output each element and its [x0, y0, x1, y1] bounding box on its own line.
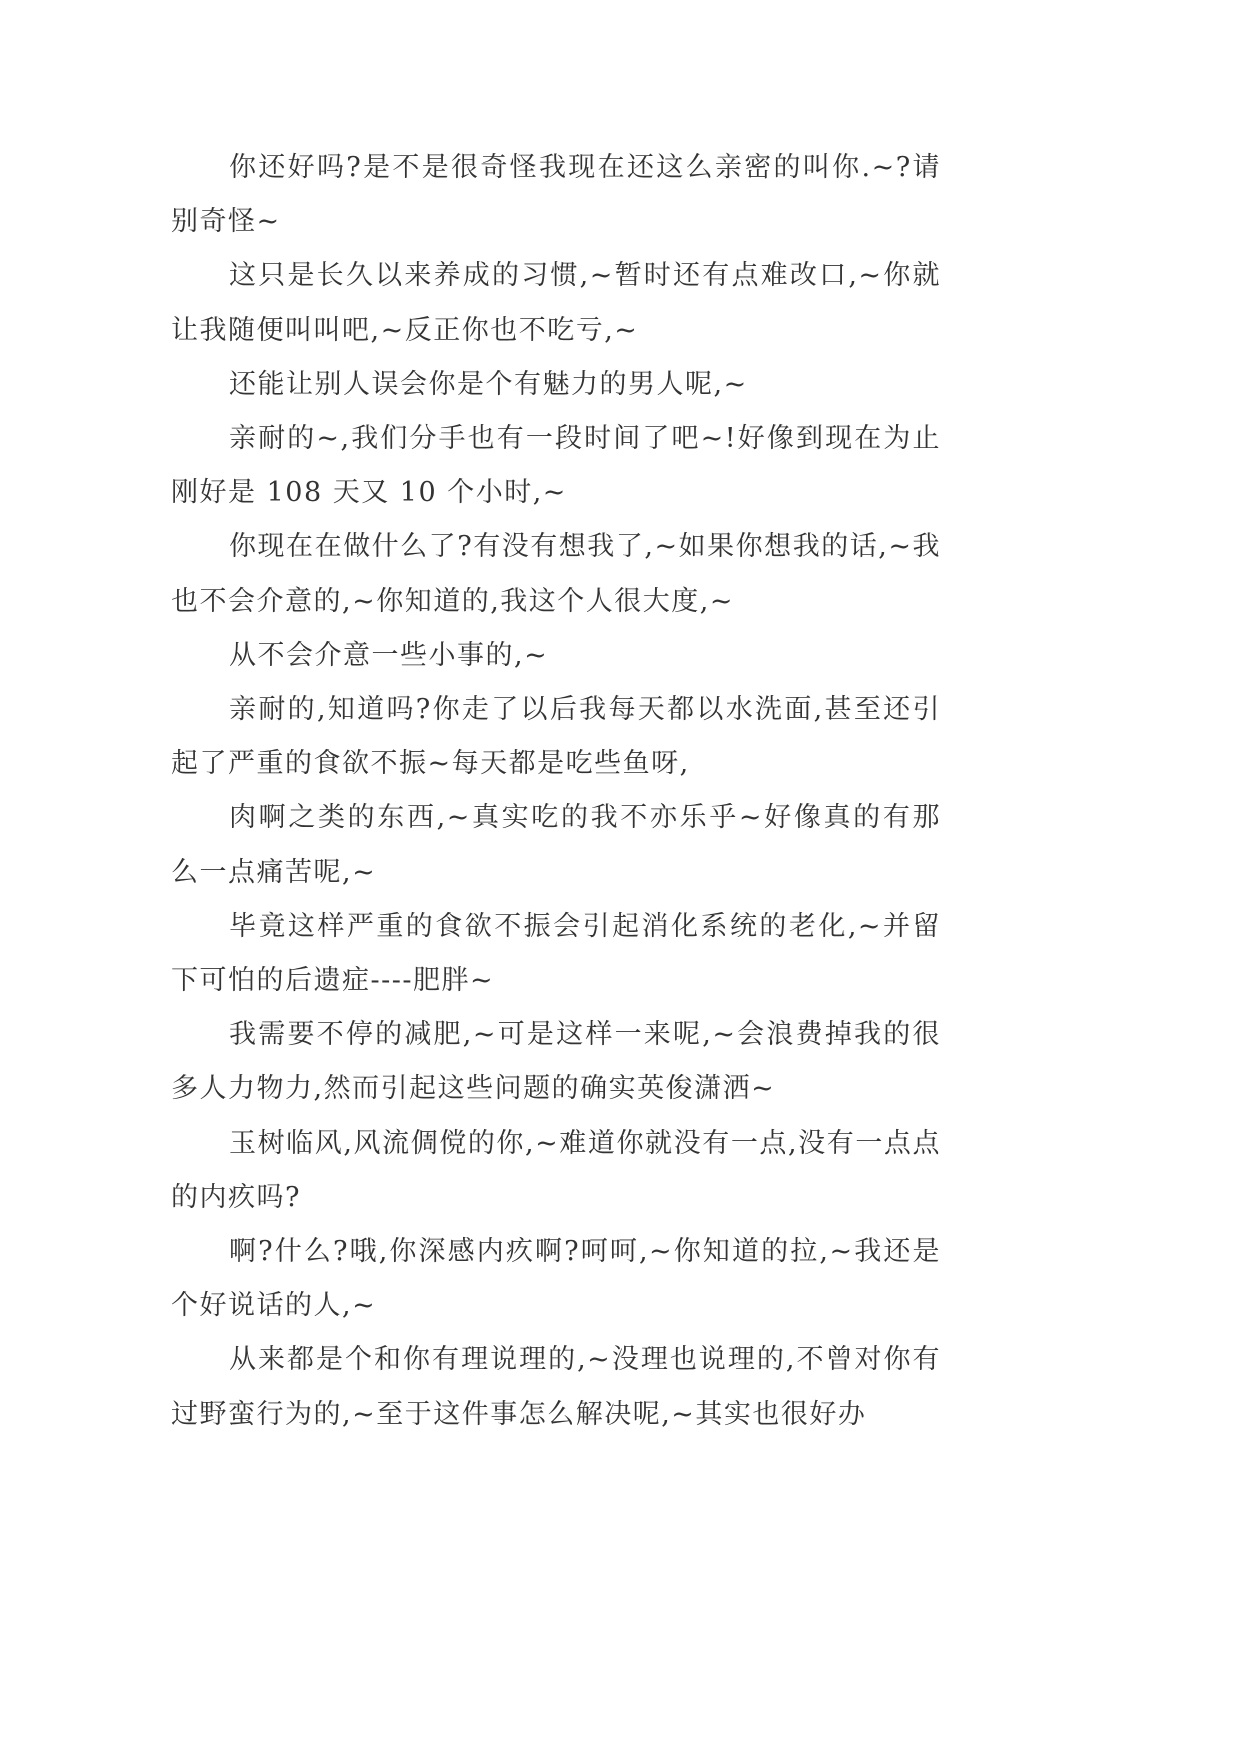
- paragraph: 从不会介意一些小事的,~: [229, 639, 549, 671]
- paragraph: 亲耐的,知道吗?你走了以后我每天都以水洗面,甚至还引起了严重的食欲不振~每天都是吃些鱼呀,: [171, 694, 941, 780]
- paragraph: 你现在在做什么了?有没有想我了,~如果你想我的话,~我也不会介意的,~你知道的,我这个人很大度,~: [171, 531, 941, 617]
- paragraph: 你还好吗?是不是很奇怪我现在还这么亲密的叫你.~?请别奇怪~: [171, 152, 941, 238]
- paragraph: 玉树临风,风流倜傥的你,~难道你就没有一点,没有一点点的内疚吗?: [171, 1127, 941, 1213]
- paragraph: 亲耐的~,我们分手也有一段时间了吧~!好像到现在为止刚好是 108 天又 10 个小时,~: [171, 423, 941, 509]
- paragraph: 啊?什么?哦,你深感内疚啊?呵呵,~你知道的拉,~我还是个好说话的人,~: [171, 1236, 941, 1322]
- paragraph: 还能让别人误会你是个有魅力的男人呢,~: [229, 368, 748, 400]
- paragraph: 这只是长久以来养成的习惯,~暂时还有点难改口,~你就让我随便叫叫吧,~反正你也不吃亏,~: [171, 260, 941, 346]
- paragraph: 从来都是个和你有理说理的,~没理也说理的,不曾对你有过野蛮行为的,~至于这件事怎么解决呢,~其实也很好办: [171, 1344, 941, 1430]
- paragraph: 我需要不停的减肥,~可是这样一来呢,~会浪费掉我的很多人力物力,然而引起这些问题的确实英俊潇洒~: [171, 1019, 941, 1105]
- paragraph: 毕竟这样严重的食欲不振会引起消化系统的老化,~并留下可怕的后遗症----肥胖~: [171, 910, 941, 997]
- document-body: [171, 141, 941, 1442]
- paragraph: 肉啊之类的东西,~真实吃的我不亦乐乎~好像真的有那么一点痛苦呢,~: [171, 802, 941, 888]
